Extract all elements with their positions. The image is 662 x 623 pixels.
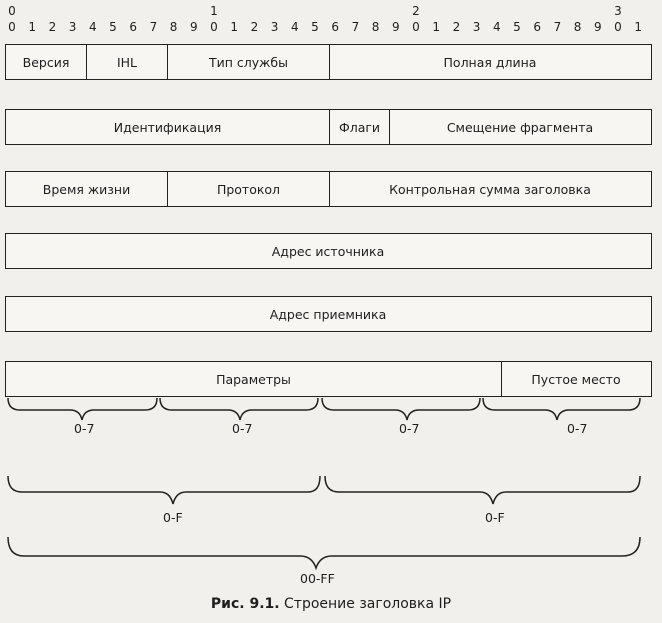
bit-unit-21: 1 (432, 20, 440, 34)
bit-unit-2: 2 (48, 20, 57, 34)
bit-unit-9: 9 (189, 20, 198, 34)
bit-unit-20: 0 (412, 20, 420, 34)
bit-unit-15: 5 (311, 20, 319, 34)
bit-unit-31: 1 (634, 20, 642, 34)
bit-unit-7: 7 (149, 20, 158, 34)
field-version: Версия (22, 54, 70, 70)
field-ttl: Время жизни (42, 181, 131, 197)
bit-unit-25: 5 (513, 20, 521, 34)
bit-unit-30: 0 (614, 20, 622, 34)
bit-unit-3: 3 (68, 20, 77, 34)
bit-unit-4: 4 (88, 20, 97, 34)
half-brace-1 (8, 476, 320, 504)
bit-unit-8: 8 (169, 20, 178, 34)
field-padding: Пустое место (501, 362, 650, 396)
octet-brace-3 (322, 398, 480, 420)
field-flags: Флаги (329, 110, 389, 144)
bit-tens-1: 1 (210, 4, 218, 18)
octet-label-2: 0-7 (232, 421, 253, 436)
bit-unit-5: 5 (109, 20, 117, 34)
bit-unit-11: 1 (230, 20, 238, 34)
bit-unit-6: 6 (129, 20, 137, 34)
bit-unit-12: 2 (250, 20, 259, 34)
bit-unit-13: 3 (270, 20, 279, 34)
word-brace (8, 537, 640, 568)
bit-tens-0: 0 (8, 4, 16, 18)
octet-brace-1 (8, 398, 157, 420)
octet-brace-4 (483, 398, 640, 420)
bit-unit-0: 0 (8, 20, 16, 34)
bit-unit-19: 9 (391, 20, 400, 34)
field-source-address: Адрес источника (271, 243, 385, 259)
field-fragment-offset: Смещение фрагмента (389, 110, 650, 144)
bit-unit-29: 9 (593, 20, 602, 34)
bit-unit-23: 3 (472, 20, 481, 34)
bit-unit-17: 7 (351, 20, 360, 34)
caption-title: Строение заголовка IP (284, 596, 452, 612)
caption-prefix: Рис. 9.1. (210, 596, 280, 612)
field-ihl: IHL (86, 45, 167, 79)
half-label-1: 0-F (163, 510, 183, 525)
octet-brace-2 (160, 398, 318, 420)
field-tos: Тип службы (167, 45, 329, 79)
octet-label-3: 0-7 (399, 421, 420, 436)
half-brace-2 (325, 476, 640, 504)
bit-unit-28: 8 (573, 20, 582, 34)
word-label: 00-FF (300, 571, 335, 586)
bit-unit-10: 0 (210, 20, 218, 34)
bit-tens-3: 3 (614, 4, 622, 18)
field-total-length: Полная длина (329, 45, 650, 79)
figure-caption (0, 596, 662, 612)
half-label-2: 0-F (485, 510, 505, 525)
bit-unit-14: 4 (290, 20, 299, 34)
bit-unit-24: 4 (492, 20, 501, 34)
bit-unit-1: 1 (28, 20, 36, 34)
field-checksum: Контрольная сумма заголовка (329, 172, 650, 206)
octet-label-1: 0-7 (74, 421, 95, 436)
field-identification: Идентификация (113, 119, 222, 135)
bit-tens-2: 2 (412, 4, 420, 18)
field-options: Параметры (216, 371, 291, 387)
bit-unit-26: 6 (533, 20, 541, 34)
bit-unit-27: 7 (553, 20, 562, 34)
bit-unit-16: 6 (331, 20, 339, 34)
octet-label-4: 0-7 (567, 421, 588, 436)
bit-unit-18: 8 (371, 20, 380, 34)
field-destination-address: Адрес приемника (269, 306, 387, 322)
bit-unit-22: 2 (452, 20, 461, 34)
field-protocol: Протокол (167, 172, 329, 206)
